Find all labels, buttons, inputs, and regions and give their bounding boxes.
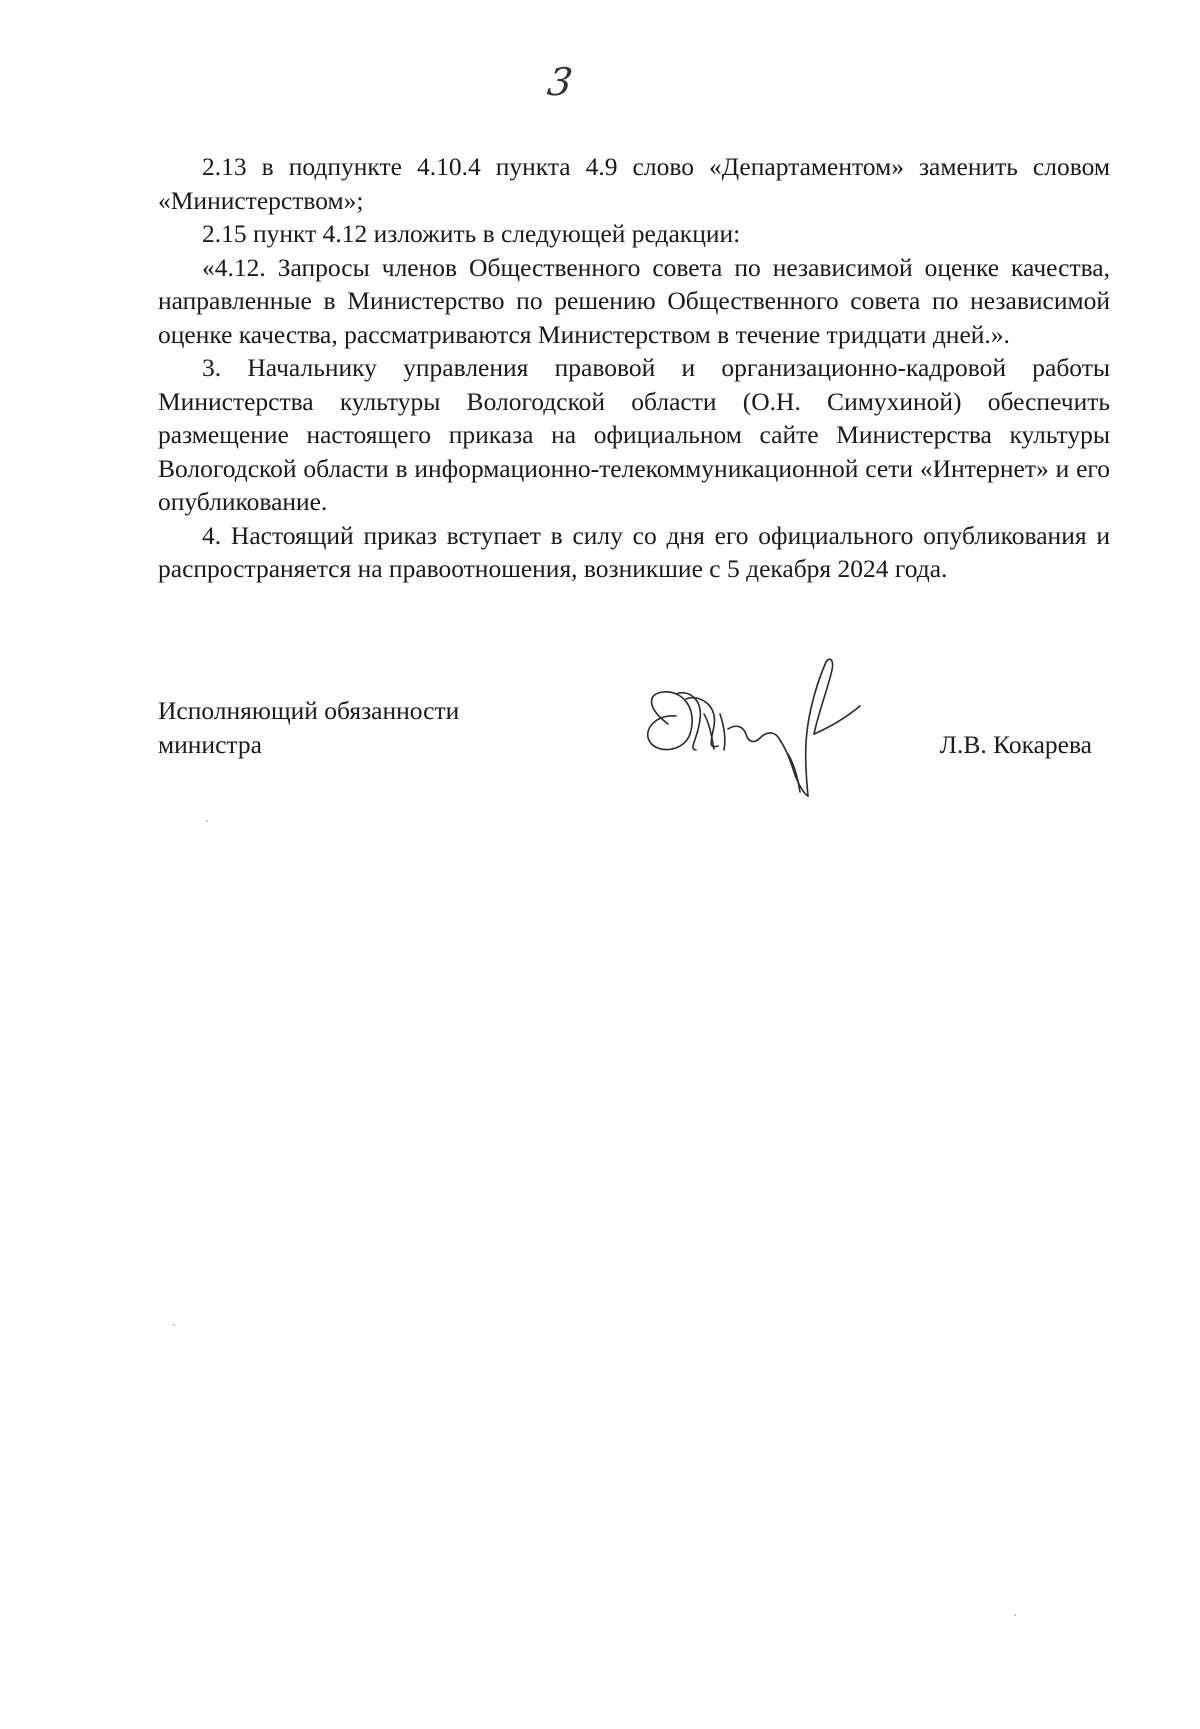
page-number: 3 <box>544 60 576 104</box>
paragraph-4: 4. Настоящий приказ вступает в силу со дня его официального опубликования и распространяется на правоотношения, возникшие с 5 декабря 2024 года. <box>158 520 1110 583</box>
signer-position <box>158 694 518 762</box>
scan-speck <box>173 1324 175 1326</box>
paragraph-2-15: 2.15 пункт 4.12 изложить в следующей редакции: <box>202 219 741 248</box>
handwritten-signature <box>628 654 878 804</box>
paragraph-2-13: 2.13 в подпункте 4.10.4 пункта 4.9 слово «Департаментом» заменить словом «Министерством»; <box>158 152 1110 215</box>
signer-name: Л.В. Кокарева <box>939 730 1092 759</box>
scan-speck <box>206 820 208 822</box>
signature-block <box>158 694 1110 814</box>
paragraph-3: 3. Начальнику управления правовой и организационно-кадровой работы Министерства культуры Вологодской области (О.Н. Симухиной) обеспечить размещение настоящего приказа на официальном сайте Министерства культуры Вологодской области в информационно-телекоммуникационной сети «Интернет» и его опубликование. <box>158 353 1110 516</box>
signer-position-line1: Исполняющий обязанности <box>158 696 460 725</box>
scan-speck <box>1014 1614 1016 1616</box>
signer-position-line2: министра <box>158 730 262 759</box>
paragraph-4-12-quote: «4.12. Запросы членов Общественного совета по независимой оценке качества, направленные в Министерство по решению Общественного совета по независимой оценке качества, рассматриваются Министерством в течение тридцати дней.». <box>158 252 1110 349</box>
document-body <box>158 150 1110 586</box>
